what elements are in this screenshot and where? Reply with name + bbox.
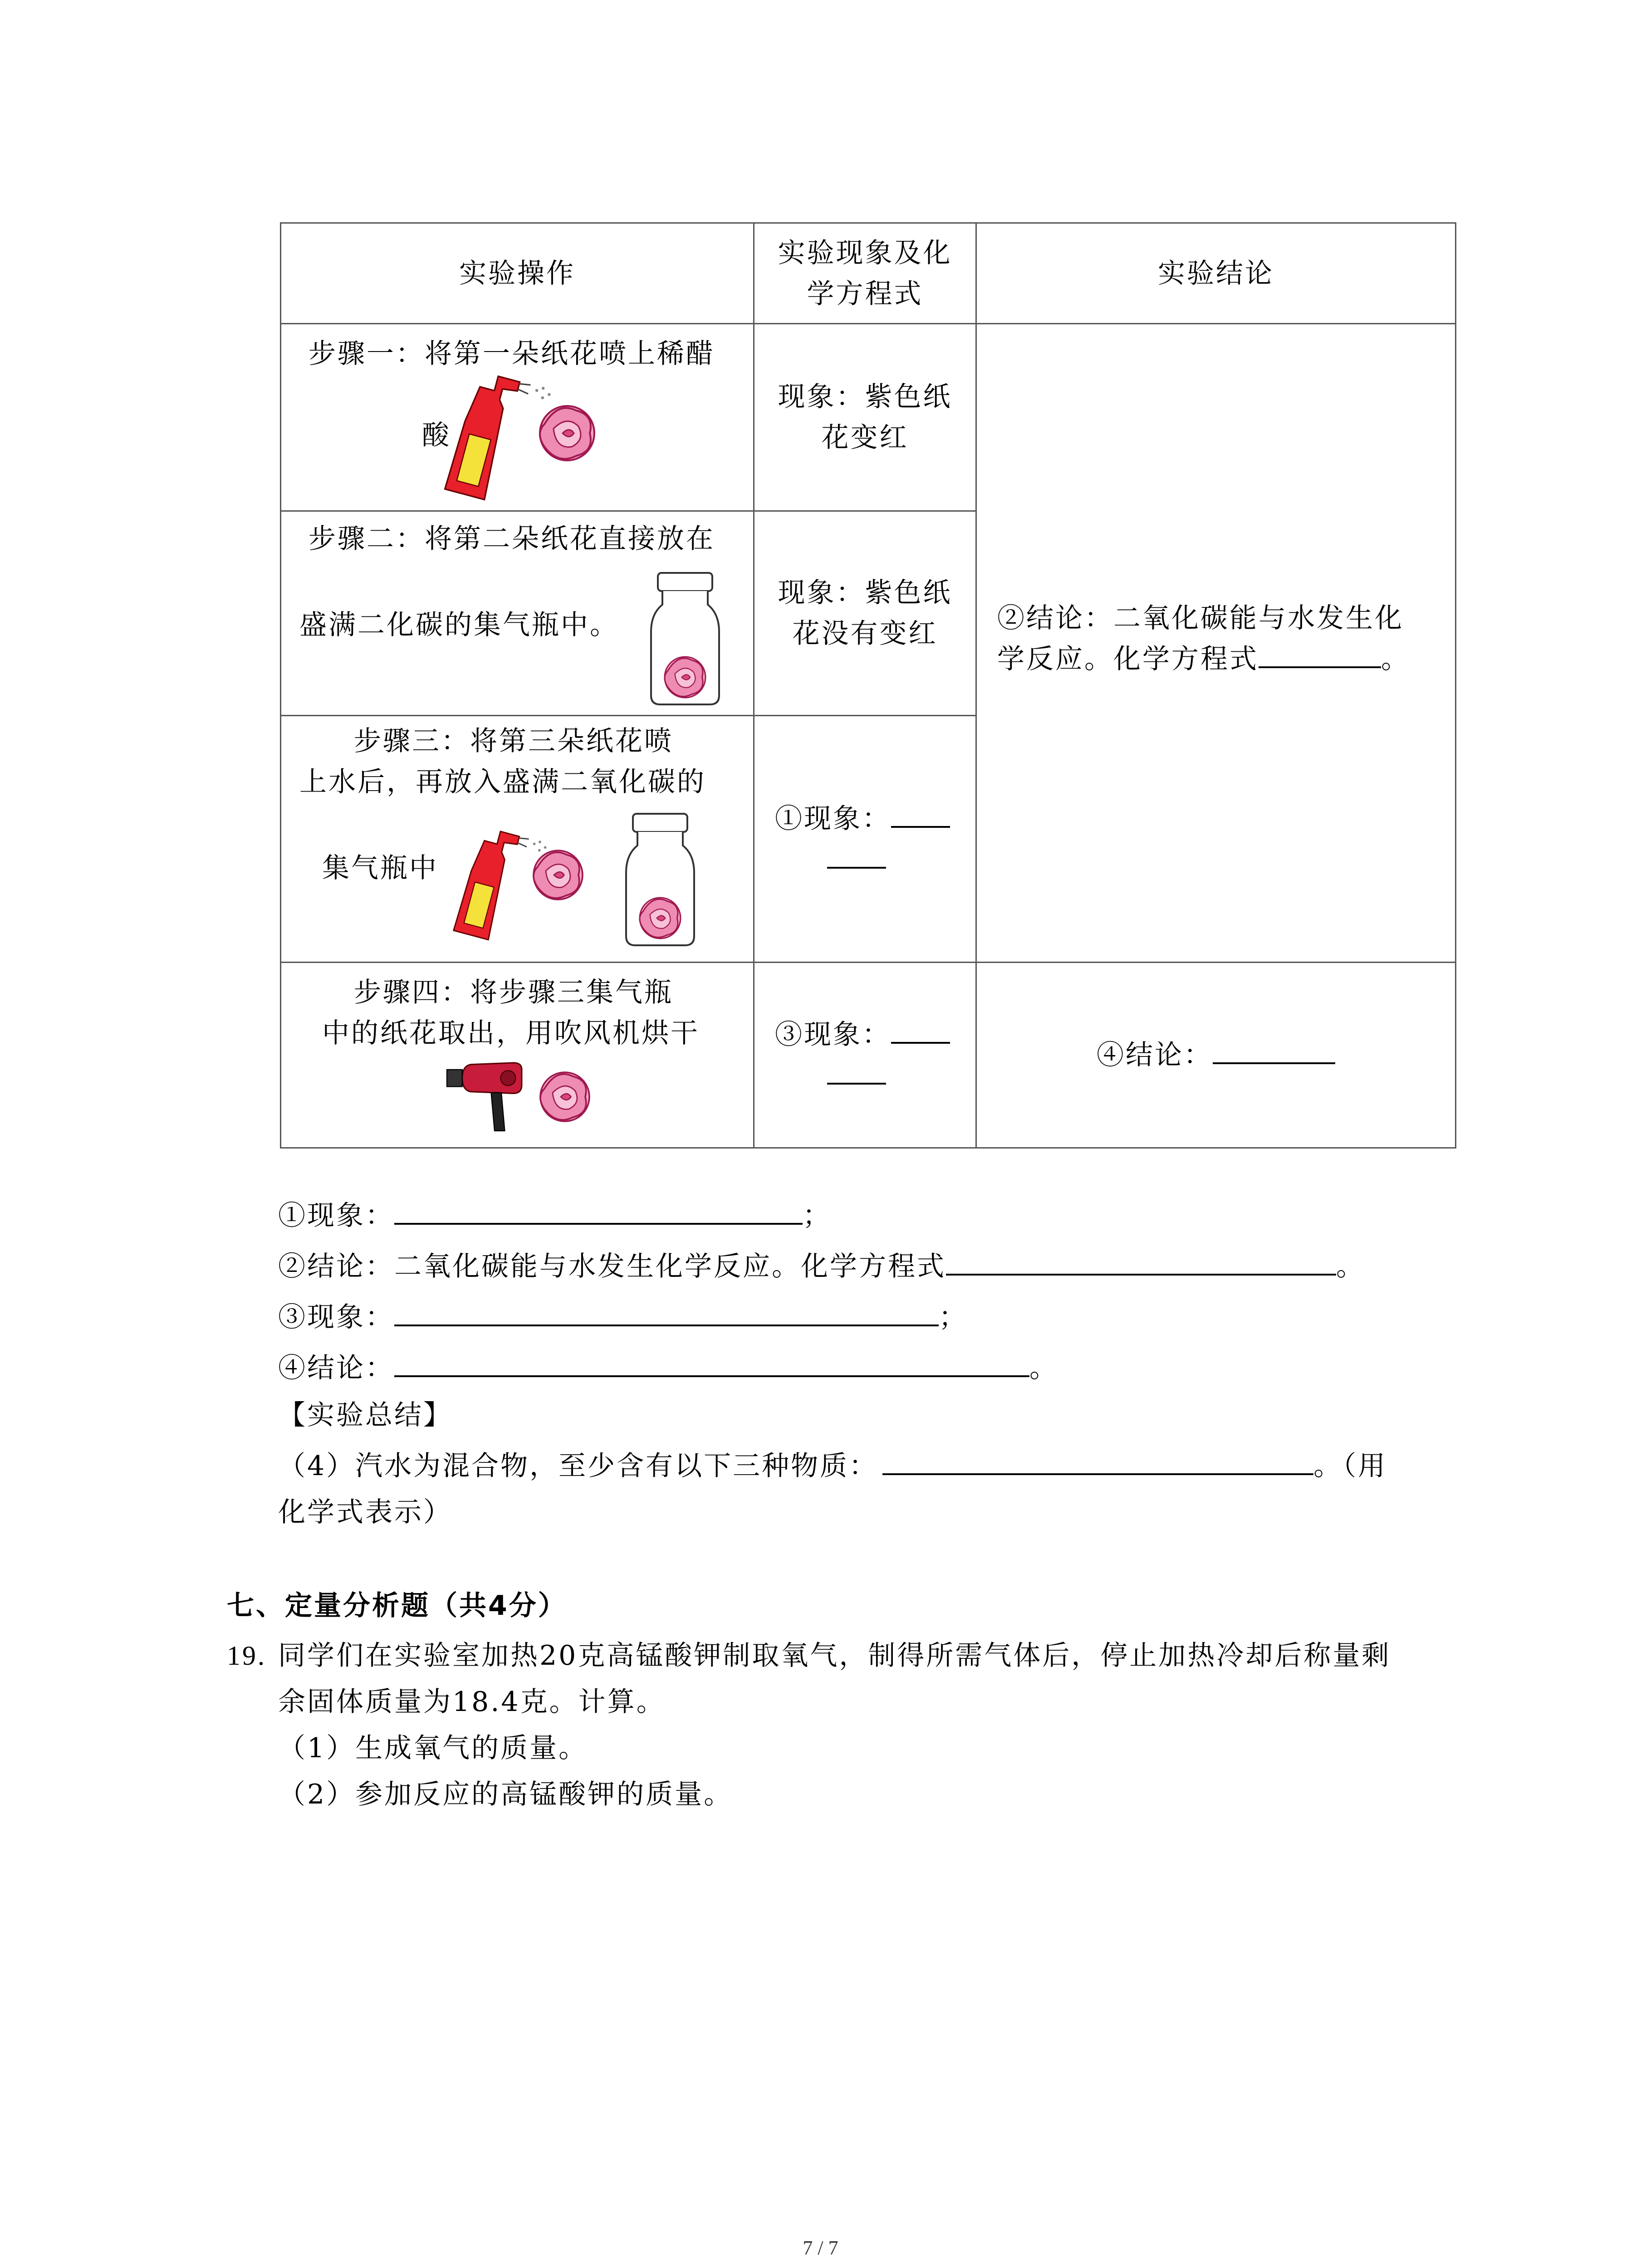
summary-heading: 【实验总结】 xyxy=(278,1399,452,1431)
question-19-number: 19. xyxy=(227,1641,266,1671)
step4-phenomenon-blank-cont[interactable] xyxy=(827,1082,886,1085)
gas-jar-icon xyxy=(651,573,728,709)
header-phenomenon: 实验现象及化 学方程式 xyxy=(754,223,976,324)
step3-op-line1: 步骤三：将第三朵纸花喷 xyxy=(354,725,673,757)
answer-line-1: ①现象： ； xyxy=(278,1200,832,1232)
answer-2-blank[interactable] xyxy=(946,1273,1336,1276)
merged-conclusion-cell: ②结论：二氧化碳能与水发生化 学反应。化学方程式 。 xyxy=(976,324,1456,963)
answer-line-4: ④结论： 。 xyxy=(278,1352,1058,1384)
step3-phenomenon-blank[interactable] xyxy=(891,826,950,828)
step1-phenomenon-cell: 现象：紫色纸 花变红 xyxy=(754,324,976,511)
step1-op-line1: 步骤一：将第一朵纸花喷上稀醋 xyxy=(309,338,715,370)
step2-operation-cell xyxy=(281,511,754,716)
step1-operation-cell xyxy=(281,324,754,511)
step3-phenomenon-blank-cont[interactable] xyxy=(827,866,886,869)
table-row-step1 xyxy=(281,324,1456,511)
header-operation: 实验操作 xyxy=(281,223,754,324)
question-19-sub1: （1）生成氧气的质量。 xyxy=(278,1732,588,1764)
question-19-line1: 同学们在实验室加热20克高锰酸钾制取氧气，制得所需气体后，停止加热冷却后称量剩 xyxy=(278,1640,1391,1672)
step4-operation-cell xyxy=(281,963,754,1148)
question-19-sub2: （2）参加反应的高锰酸钾的质量。 xyxy=(278,1779,733,1810)
step4-op-line2: 中的纸花取出，用吹风机烘干 xyxy=(322,1017,700,1049)
question-19-line2: 余固体质量为18.4克。计算。 xyxy=(278,1686,666,1718)
answer-4-blank[interactable] xyxy=(394,1375,1029,1377)
flower-icon xyxy=(535,401,599,465)
answer-line-3: ③现象： ； xyxy=(278,1301,968,1333)
table-header-row xyxy=(281,223,1456,324)
section7-title: 七、定量分析题（共4分） xyxy=(227,1590,567,1622)
step4-conclusion-cell: ④结论： xyxy=(976,963,1456,1148)
flower-icon xyxy=(526,843,590,907)
flower-icon xyxy=(533,1065,597,1129)
summary-q4-line2: 化学式表示） xyxy=(278,1496,452,1528)
summary-q4-line1: （4）汽水为混合物，至少含有以下三种物质： 。（用 xyxy=(278,1450,1387,1482)
page-number: 7 / 7 xyxy=(803,2237,838,2259)
step4-phenomenon-cell: ③现象： xyxy=(754,963,976,1148)
hair-dryer-icon xyxy=(431,1063,535,1163)
table-row-step4 xyxy=(281,963,1456,1148)
step4-op-line1: 步骤四：将步骤三集气瓶 xyxy=(354,977,673,1008)
step3-phenomenon-cell: ①现象： xyxy=(754,716,976,963)
header-conclusion: 实验结论 xyxy=(976,223,1456,324)
step4-phenomenon-blank[interactable] xyxy=(891,1041,950,1044)
step1-op-line2: 酸 xyxy=(422,420,451,451)
gas-jar-icon xyxy=(626,814,703,950)
step3-op-line2: 上水后，再放入盛满二氧化碳的 xyxy=(299,766,706,798)
equation-blank[interactable] xyxy=(1259,666,1381,668)
answer-1-blank[interactable] xyxy=(394,1222,803,1225)
answer-3-blank[interactable] xyxy=(394,1324,939,1326)
answer-line-2: ②结论：二氧化碳能与水发生化学反应。化学方程式 。 xyxy=(278,1251,1365,1282)
experiment-table xyxy=(280,222,1456,1149)
step2-phenomenon-cell: 现象：紫色纸 花没有变红 xyxy=(754,511,976,716)
step2-op-line1: 步骤二：将第二朵纸花直接放在 xyxy=(309,523,715,555)
step3-operation-cell xyxy=(281,716,754,963)
step3-op-line3: 集气瓶中 xyxy=(322,852,438,884)
q4-answer-blank[interactable] xyxy=(882,1473,1313,1475)
step4-conclusion-blank[interactable] xyxy=(1213,1062,1335,1064)
step2-op-line2: 盛满二化碳的集气瓶中。 xyxy=(299,609,619,641)
